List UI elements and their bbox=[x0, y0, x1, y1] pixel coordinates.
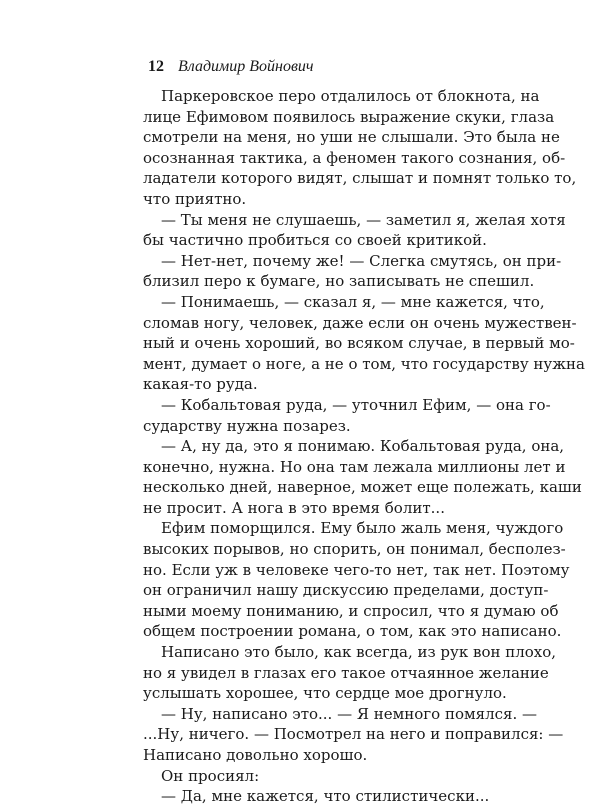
text-line: общем построении романа, о том, как это написано. bbox=[143, 622, 562, 641]
text-line: ...Ну, ничего. — Посмотрел на него и поправился: — bbox=[143, 725, 564, 744]
text-line: осознанная тактика, а феномен такого сознания, об- bbox=[143, 148, 566, 167]
text-line: что приятно. bbox=[143, 189, 247, 208]
text-line: бы частично пробиться со своей критикой. bbox=[143, 231, 487, 250]
text-line: — А, ну да, это я понимаю. Кобальтовая руда, она, bbox=[161, 437, 565, 456]
text-line: Паркеровское перо отдалилось от блокнота, на bbox=[161, 87, 540, 105]
text-line: какая-то руда. bbox=[143, 375, 258, 394]
text-line: близил перо к бумаге, но записывать не спешил. bbox=[143, 272, 535, 291]
text-line: он ограничил нашу дискуссию пределами, доступ- bbox=[143, 581, 549, 600]
text-line: — Ты меня не слушаешь, — заметил я, желая хотя bbox=[161, 210, 566, 229]
text-line: — Понимаешь, — сказал я, — мне кажется, что, bbox=[161, 292, 545, 311]
text-line: — Да, мне кажется, что стилистически... bbox=[161, 787, 490, 806]
text-line: ными моему пониманию, и спросил, что я думаю об bbox=[143, 601, 559, 620]
text-line: высоких порывов, но спорить, он понимал, бесполез- bbox=[143, 540, 566, 559]
text-line: смотрели на меня, но уши не слышали. Это была не bbox=[143, 128, 560, 147]
text-line: конечно, нужна. Но она там лежала миллионы лет и bbox=[143, 457, 566, 476]
text-line: ный и очень хороший, во всяком случае, в первый мо- bbox=[143, 334, 575, 353]
body-text bbox=[143, 86, 585, 807]
text-line: Написано это было, как всегда, из рук вон плохо, bbox=[161, 643, 557, 662]
text-line: мент, думает о ноге, а не о том, что государству нужна bbox=[143, 354, 585, 373]
text-line: услышать хорошее, что сердце мое дрогнуло. bbox=[143, 684, 507, 703]
text-line: Написано довольно хорошо. bbox=[143, 746, 368, 764]
text-line: но я увидел в глазах его такое отчаянное желание bbox=[143, 663, 549, 682]
text-line: не просит. А нога в это время болит... bbox=[143, 498, 445, 517]
text-line: лице Ефимовом появилось выражение скуки, глаза bbox=[143, 107, 555, 126]
running-header bbox=[148, 55, 478, 77]
text-line: Ефим поморщился. Ему было жаль меня, чуждого bbox=[161, 519, 564, 538]
text-line: — Нет-нет, почему же! — Слегка смутясь, он при- bbox=[161, 251, 562, 270]
text-line: — Кобальтовая руда, — уточнил Ефим, — она го- bbox=[161, 395, 551, 414]
text-line: Он просиял: bbox=[161, 766, 260, 785]
text-line: сломав ногу, человек, даже если он очень мужествен- bbox=[143, 313, 577, 332]
text-line: несколько дней, наверное, может еще полежать, каши bbox=[143, 478, 582, 497]
text-line: но. Если уж в человеке чего-то нет, так нет. Поэтому bbox=[143, 560, 570, 579]
author-name: Владимир Войнович bbox=[178, 58, 314, 75]
text-line: сударству нужна позарез. bbox=[143, 416, 351, 435]
page-number: 12 bbox=[148, 58, 164, 75]
text-line: ладатели которого видят, слышат и помнят только то, bbox=[143, 169, 577, 188]
text-line: — Ну, написано это... — Я немного помялся. — bbox=[161, 704, 538, 723]
